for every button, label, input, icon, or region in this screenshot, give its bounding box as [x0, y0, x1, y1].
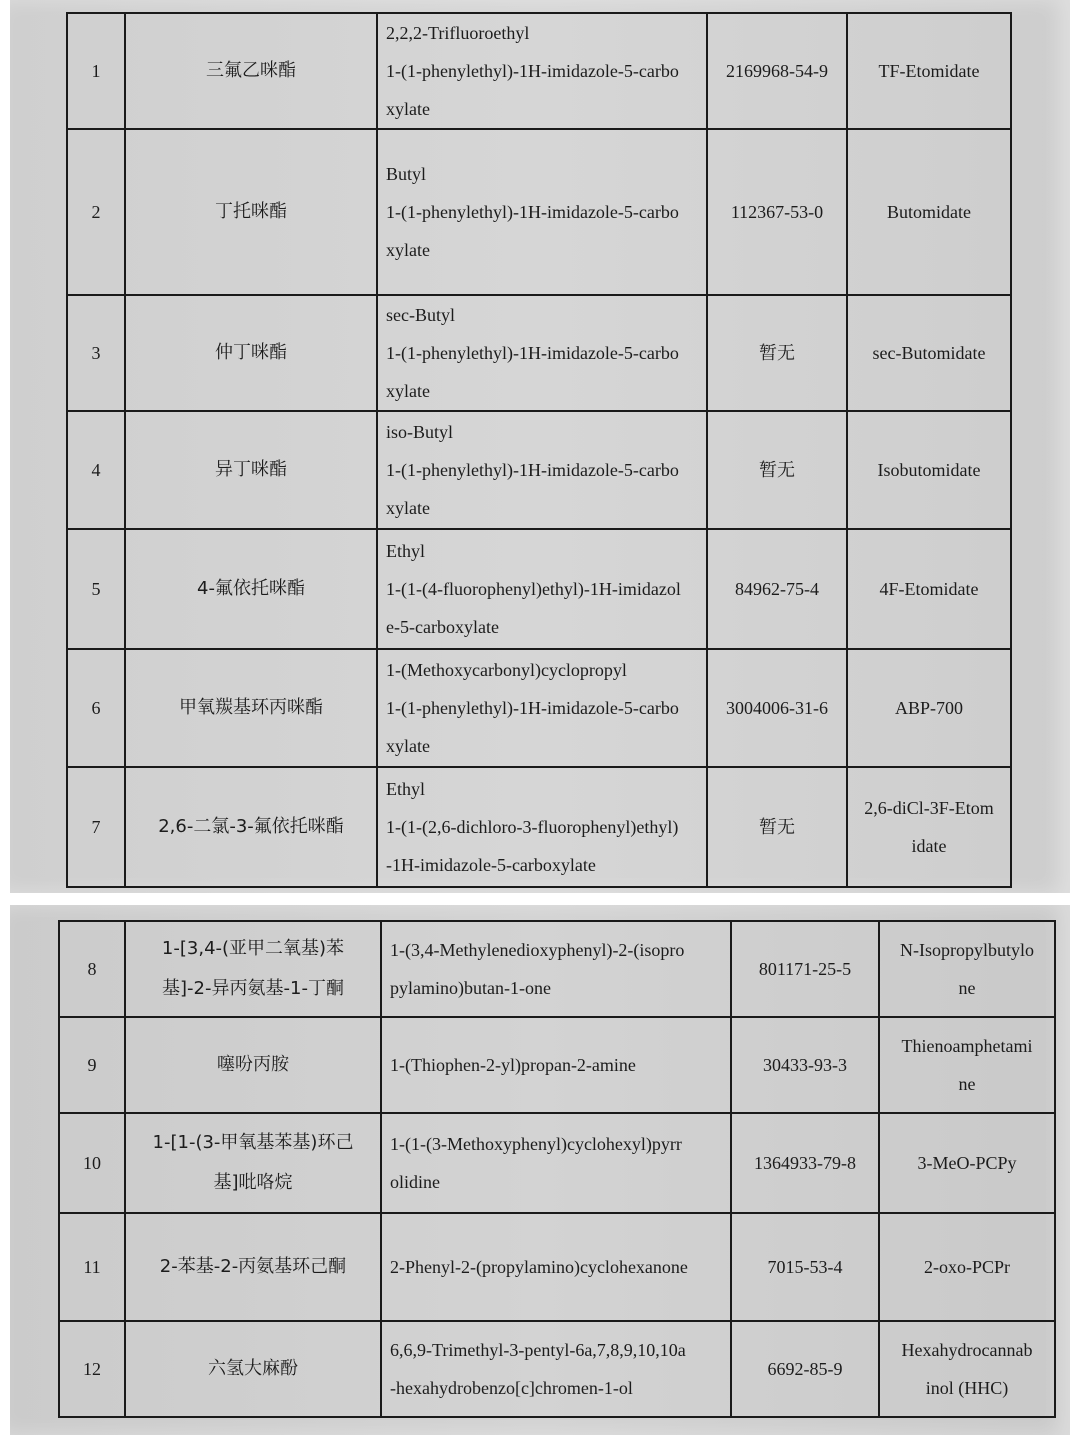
- english-name-line: 1-(Thiophen-2-yl)propan-2-amine: [390, 1055, 636, 1075]
- english-name-line: 2-Phenyl-2-(propylamino)cyclohexanone: [390, 1257, 688, 1277]
- chinese-name: 三氟乙咪酯: [125, 13, 377, 129]
- abbreviation-line: Thienoamphetami: [901, 1036, 1033, 1056]
- row-number: 9: [59, 1017, 125, 1113]
- abbreviation: [879, 1321, 1055, 1417]
- chinese-name-line: 2-苯基-2-丙氨基环己酮: [159, 1256, 347, 1277]
- chinese-name: [125, 1213, 381, 1321]
- english-name: [381, 1213, 731, 1321]
- abbreviation-line: Isobutomidate: [877, 460, 981, 480]
- english-name-line: 1-(1-phenylethyl)-1H-imidazole-5-carbo: [386, 202, 679, 222]
- cas-number: 801171-25-5: [731, 921, 879, 1017]
- abbreviation: [847, 129, 1011, 295]
- table-row: [59, 1017, 1055, 1113]
- table-row: [67, 767, 1011, 887]
- chinese-name-line: 基]吡咯烷: [213, 1172, 293, 1193]
- abbreviation: [847, 649, 1011, 767]
- chinese-name: [125, 1017, 381, 1113]
- abbreviation-line: 3-MeO-PCPy: [917, 1153, 1017, 1173]
- chinese-name-line: 1-[1-(3-甲氧基苯基)环己: [152, 1132, 354, 1153]
- abbreviation-line: Hexahydrocannab: [901, 1340, 1033, 1360]
- chinese-name: 异丁咪酯: [125, 411, 377, 529]
- abbreviation-line: N-Isopropylbutylo: [900, 940, 1034, 960]
- english-name-line: 1-(1-phenylethyl)-1H-imidazole-5-carbo: [386, 460, 679, 480]
- english-name: [377, 767, 707, 887]
- table-row: [67, 411, 1011, 529]
- english-name-line: -1H-imidazole-5-carboxylate: [386, 855, 596, 875]
- table-row: [67, 129, 1011, 295]
- english-name-line: 1-(Methoxycarbonyl)cyclopropyl: [386, 660, 627, 680]
- row-number: 4: [67, 411, 125, 529]
- row-number: 7: [67, 767, 125, 887]
- english-name-line: xylate: [386, 736, 430, 756]
- english-name-line: xylate: [386, 381, 430, 401]
- abbreviation: [847, 411, 1011, 529]
- row-number: 8: [59, 921, 125, 1017]
- table-row: [59, 921, 1055, 1017]
- english-name-line: Ethyl: [386, 779, 425, 799]
- english-name-line: 1-(1-(4-fluorophenyl)ethyl)-1H-imidazol: [386, 579, 681, 599]
- abbreviation-line: 2-oxo-PCPr: [923, 1257, 1010, 1277]
- cas-number: 1364933-79-8: [731, 1113, 879, 1213]
- abbreviation-line: ne: [958, 1074, 976, 1094]
- abbreviation-line: idate: [911, 836, 947, 856]
- english-name-line: 1-(1-phenylethyl)-1H-imidazole-5-carbo: [386, 698, 679, 718]
- english-name: [377, 649, 707, 767]
- abbreviation-line: inol (HHC): [925, 1378, 1009, 1398]
- row-number: 3: [67, 295, 125, 411]
- chinese-name: 4-氟依托咪酯: [125, 529, 377, 649]
- row-number: 1: [67, 13, 125, 129]
- abbreviation-line: ABP-700: [894, 698, 963, 718]
- english-name-line: -hexahydrobenzo[c]chromen-1-ol: [390, 1378, 633, 1398]
- english-name-line: 2,2,2-Trifluoroethyl: [386, 23, 530, 43]
- cas-number: 2169968-54-9: [707, 13, 847, 129]
- row-number: 6: [67, 649, 125, 767]
- abbreviation-line: 4F-Etomidate: [879, 579, 979, 599]
- english-name-line: 6,6,9-Trimethyl-3-pentyl-6a,7,8,9,10,10a: [390, 1340, 686, 1360]
- abbreviation: [879, 1113, 1055, 1213]
- abbreviation-line: ne: [958, 978, 976, 998]
- english-name: [377, 529, 707, 649]
- table-row: [67, 529, 1011, 649]
- english-name-line: xylate: [386, 498, 430, 518]
- english-name-line: 1-(3,4-Methylenedioxyphenyl)-2-(isopro: [390, 940, 685, 960]
- english-name-line: e-5-carboxylate: [386, 617, 499, 637]
- english-name: [381, 1017, 731, 1113]
- abbreviation: [847, 13, 1011, 129]
- chinese-name: [125, 1321, 381, 1417]
- abbreviation: [879, 1017, 1055, 1113]
- chinese-name-line: 噻吩丙胺: [217, 1054, 289, 1075]
- chinese-name-line: 1-[3,4-(亚甲二氧基)苯: [161, 938, 345, 959]
- cas-number: 暂无: [707, 767, 847, 887]
- english-name-line: pylamino)butan-1-one: [390, 978, 551, 998]
- cas-number: 112367-53-0: [707, 129, 847, 295]
- cas-number: 84962-75-4: [707, 529, 847, 649]
- abbreviation-line: TF-Etomidate: [878, 61, 980, 81]
- chinese-name-line: 基]-2-异丙氨基-1-丁酮: [162, 978, 344, 999]
- english-name-line: 1-(1-(3-Methoxyphenyl)cyclohexyl)pyrr: [390, 1134, 682, 1154]
- abbreviation-line: sec-Butomidate: [872, 343, 986, 363]
- cas-number: 7015-53-4: [731, 1213, 879, 1321]
- chinese-name: [125, 921, 381, 1017]
- chinese-name: 2,6-二氯-3-氟依托咪酯: [125, 767, 377, 887]
- row-number: 5: [67, 529, 125, 649]
- abbreviation: [847, 767, 1011, 887]
- abbreviation: [879, 921, 1055, 1017]
- cas-number: 暂无: [707, 295, 847, 411]
- table-row: [67, 649, 1011, 767]
- english-name-line: xylate: [386, 240, 430, 260]
- table-row: [59, 1213, 1055, 1321]
- english-name: [381, 1113, 731, 1213]
- abbreviation-line: Butomidate: [887, 202, 971, 222]
- english-name-line: iso-Butyl: [386, 422, 454, 442]
- english-name: [381, 1321, 731, 1417]
- row-number: 12: [59, 1321, 125, 1417]
- row-number: 10: [59, 1113, 125, 1213]
- english-name: [381, 921, 731, 1017]
- english-name-line: sec-Butyl: [386, 305, 455, 325]
- row-number: 11: [59, 1213, 125, 1321]
- chinese-name: [125, 1113, 381, 1213]
- table-row: [59, 1113, 1055, 1213]
- english-name-line: 1-(1-phenylethyl)-1H-imidazole-5-carbo: [386, 61, 679, 81]
- english-name: [377, 295, 707, 411]
- row-number: 2: [67, 129, 125, 295]
- chinese-name: 甲氧羰基环丙咪酯: [125, 649, 377, 767]
- table-row: [67, 295, 1011, 411]
- english-name-line: Butyl: [386, 164, 427, 184]
- english-name: [377, 411, 707, 529]
- chinese-name-line: 六氢大麻酚: [208, 1358, 298, 1379]
- cas-number: 30433-93-3: [731, 1017, 879, 1113]
- english-name-line: Ethyl: [386, 541, 425, 561]
- english-name: [377, 13, 707, 129]
- substance-table-bottom: [58, 920, 1056, 1418]
- english-name-line: 1-(1-(2,6-dichloro-3-fluorophenyl)ethyl): [386, 817, 679, 837]
- chinese-name: 丁托咪酯: [125, 129, 377, 295]
- abbreviation-line: 2,6-diCl-3F-Etom: [864, 798, 994, 818]
- cas-number: 3004006-31-6: [707, 649, 847, 767]
- table-row: [67, 13, 1011, 129]
- chinese-name: 仲丁咪酯: [125, 295, 377, 411]
- english-name-line: xylate: [386, 99, 430, 119]
- abbreviation: [847, 529, 1011, 649]
- english-name: [377, 129, 707, 295]
- substance-table-top: [66, 12, 1012, 888]
- table-row: [59, 1321, 1055, 1417]
- abbreviation: [847, 295, 1011, 411]
- cas-number: 6692-85-9: [731, 1321, 879, 1417]
- abbreviation: [879, 1213, 1055, 1321]
- english-name-line: olidine: [390, 1172, 440, 1192]
- cas-number: 暂无: [707, 411, 847, 529]
- english-name-line: 1-(1-phenylethyl)-1H-imidazole-5-carbo: [386, 343, 679, 363]
